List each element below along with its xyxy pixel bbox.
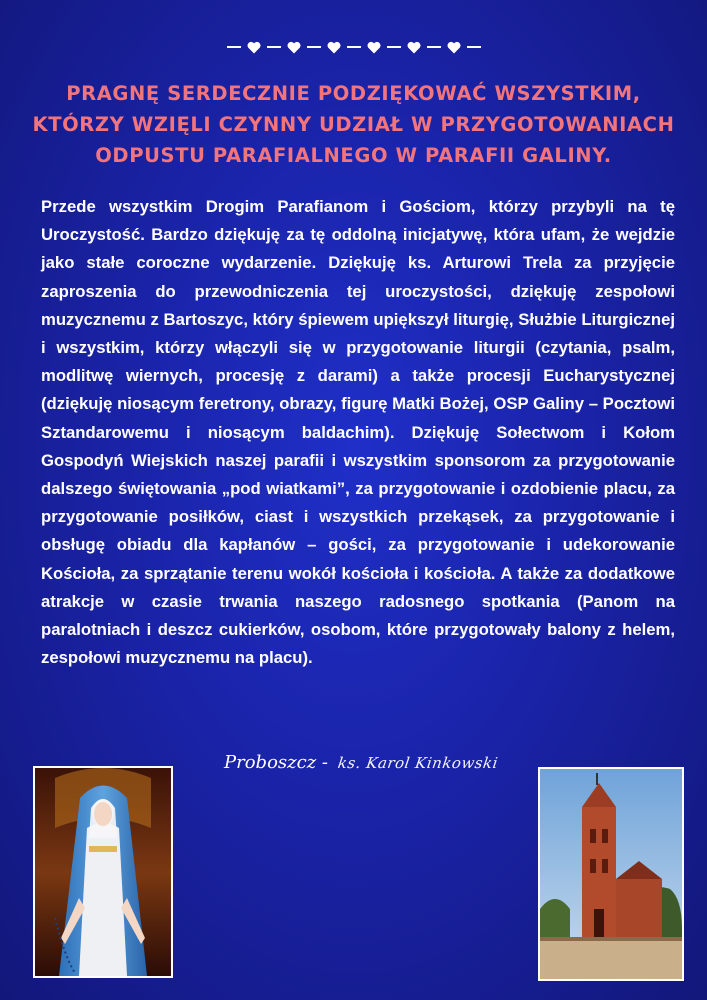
church-photo — [538, 767, 684, 981]
divider-dash — [347, 46, 361, 48]
divider-dash — [267, 46, 281, 48]
thanks-paragraph: Przede wszystkim Drogim Parafianom i Gościom, którzy przybyli na tę Uroczystość. Bardzo dziękuję za tę oddolną inicjatywę, która ufam, że wejdzie jako stałe coroczne wydarzenie. Dziękuję ks. Arturowi Trela za przyjęcie zaproszenia do przewodniczenia tej uroczystości, dziękuję zespołowi muzycznemu z Bartoszyc, który śpiewem upiększył liturgię, Służbie Liturgicznej i wszystkim, którzy włączyli się w przygotowanie liturgii (czytania, psalm, modlitwę wiernych, procesję z darami) a także procesji Eucharystycznej (dziękuję niosącym feretrony, obrazy, figurę Matki Bożej, OSP Galiny – Pocztowi Sztandarowemu i niosącym baldachim). Dziękuję Sołectwom i Kołom Gospodyń Wiejskich naszej parafii i wszystkim sponsorom za przygotowanie dalszego świętowania „pod wiatkami”, za przygotowanie i ozdobienie placu, za przygotowanie posiłków, ciast i wszystkich przekąsek, za przygotowanie i obsługę obiadu dla kapłanów – gości, za przygotowanie i udekorowanie Kościoła, za sprzątanie terenu wokół kościoła i kościoła. A także za dodatkowe atrakcje w czasie trwania naszego radosnego spotkania (Panom na paralotniach i deszcz cukierków, osobom, które przygotowały balony z helem, zespołowi muzycznemu na placu). — [41, 197, 675, 668]
signature-name: ks. Karol Kinkowski — [336, 753, 500, 772]
divider-dash — [467, 46, 481, 48]
heart-divider — [0, 36, 707, 58]
mary-statue-illustration — [35, 768, 171, 976]
heading-line-2: KTÓRZY WZIĘLI CZYNNY UDZIAŁ W PRZYGOTOWANIACH — [32, 113, 675, 136]
page-heading — [30, 78, 677, 171]
divider-dash — [227, 46, 241, 48]
heart-icon — [367, 41, 381, 54]
heart-icon — [327, 41, 341, 54]
heart-icon — [447, 41, 461, 54]
heading-line-1: PRAGNĘ SERDECZNIE PODZIĘKOWAĆ WSZYSTKIM, — [66, 82, 641, 105]
mary-statue-photo — [33, 766, 173, 978]
signature-label: Proboszcz - — [224, 752, 329, 773]
heart-icon — [407, 41, 421, 54]
signature-block — [224, 752, 498, 773]
heading-line-3: ODPUSTU PARAFIALNEGO W PARAFII GALINY. — [95, 144, 612, 167]
divider-dash — [427, 46, 441, 48]
heart-icon — [287, 41, 301, 54]
divider-dash — [307, 46, 321, 48]
heart-icon — [247, 41, 261, 54]
divider-dash — [387, 46, 401, 48]
church-illustration — [540, 769, 682, 979]
